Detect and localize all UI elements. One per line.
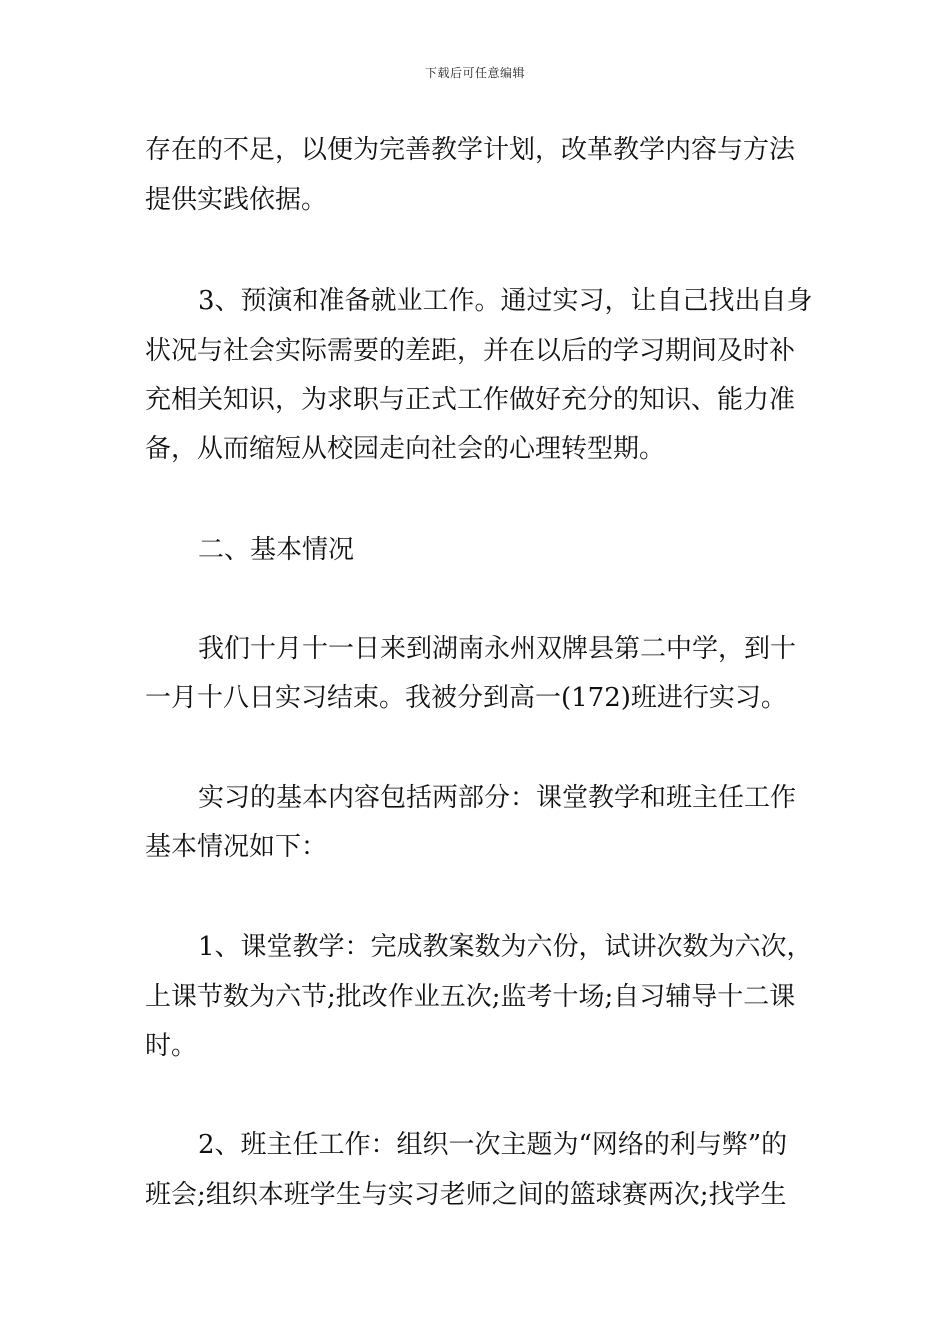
- text-line: 2、班主任工作：组织一次主题为“网络的利与弊”的: [198, 1130, 788, 1160]
- text-line: 1、课堂教学：完成教案数为六份，试讲次数为六次，: [198, 932, 813, 962]
- section-heading: 二、基本情况: [198, 535, 355, 565]
- page-header: 下载后可任意编辑: [424, 66, 525, 80]
- text-line: 实习的基本内容包括两部分：课堂教学和班主任工作: [198, 783, 797, 813]
- text-line: 充相关知识，为求职与正式工作做好充分的知识、能力准: [145, 385, 796, 415]
- text-line: 存在的不足，以便为完善教学计划，改革教学内容与方法: [145, 135, 796, 165]
- text-line: 状况与社会实际需要的差距，并在以后的学习期间及时补: [145, 336, 796, 366]
- text-line: 我们十月十一日来到湖南永州双牌县第二中学，到十: [198, 634, 797, 664]
- text-line: 提供实践依据。: [145, 185, 328, 215]
- text-line: 班会;组织本班学生与实习老师之间的篮球赛两次;找学生: [145, 1180, 787, 1210]
- text-line: 基本情况如下：: [145, 832, 328, 862]
- text-line: 上课节数为六节;批改作业五次;监考十场;自习辅导十二课: [145, 982, 796, 1012]
- text-line: 3、预演和准备就业工作。通过实习，让自己找出自身: [198, 286, 813, 316]
- text-line: 一月十八日实习结束。我被分到高一(172)班进行实习。: [145, 683, 787, 713]
- text-line: 时。: [145, 1031, 198, 1061]
- text-line: 备，从而缩短从校园走向社会的心理转型期。: [145, 434, 666, 464]
